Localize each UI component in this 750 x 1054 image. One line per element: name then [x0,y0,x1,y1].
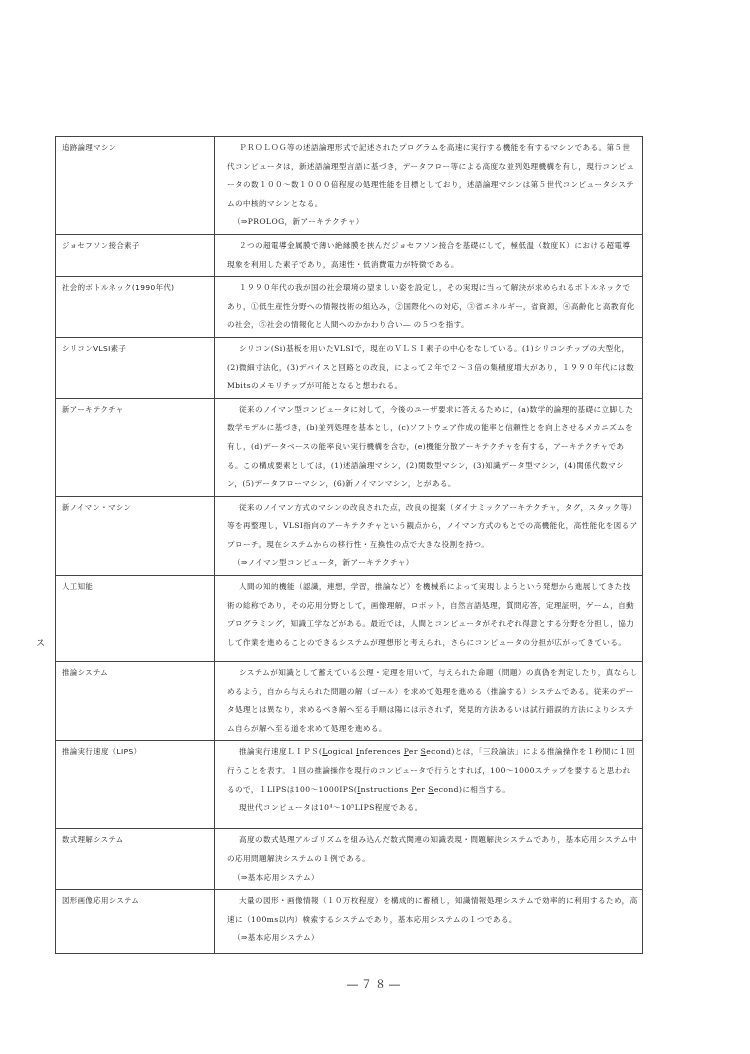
definition-text: 高度の数式処理アルゴリズムを組み込んだ数式関連の知識表現・問題解決システムであり，基本応用システム中の応用問題解決システムの１例である。 [227,835,637,864]
definition-cell [215,741,643,829]
definition-cell [215,496,643,575]
definition-cell [215,576,643,662]
definition-cell [215,137,643,235]
page-number: ―７８― [347,978,403,991]
text-run: )とは，「三段論法」による推論操作を１秒間に１回行うことを表す。１回の推論操作を現行のコンピュータで行うとすれば，100～1000ステップを要すると思われるので，１LIPSは100～1000IPS( [227,747,635,794]
definition-text: 人間の知的機能（認識，連想，学習，推論など）を機械系によって実現しようという発想から進展してきた技術の総称であり，その応用分野として，画像理解，ロボット，自然言語処理，質問応答，定理証明，ゲーム，自動プログラミング，知識工学などがある。最近では，人間とコンピュータがそれぞれ得意とする分野を分担し，協力して作業を進めることのできるシステムが理想形と考えられ，さらにコンピュータの分担が広がってきている。 [227,582,635,647]
cross-reference: （⇒PROLOG，新アーキテクチャ） [233,217,364,227]
definition-cell [215,890,643,954]
term-cell: ジョセフソン接合素子 [56,234,215,276]
text-run: S [428,784,434,794]
term-cell: 推論システム [56,662,215,741]
table-row [56,277,643,338]
term-cell: 推論実行速度（LIPS） [56,741,215,829]
definition-cell [215,662,643,741]
supplementary-note: 現世代コンピュータは10⁴～10⁵LIPS程度である。 [239,803,423,813]
text-run: 推論実行速度ＬＩＰＳ( [239,747,323,757]
table-row [56,496,643,575]
table-row [56,576,643,662]
text-run: L [322,747,328,757]
text-run: er [408,747,421,757]
cross-reference: （⇒基本応用システム） [233,872,319,882]
definition-cell [215,234,643,276]
definition-text: 大量の図形・画像情報（１０万枚程度）を構成的に蓄積し，知識情報処理システムで効率的に利用するため，高速に（100ms以内）検索するシステムであり，基本応用システムの１つである。 [227,896,638,924]
definition-text: システムが知識として蓄えている公理・定理を用いて，与えられた命題（問題）の真偽を判定したり，真ならしめるよう，自から与えられた問題の解（ゴール）を求めて処理を進める（推論する）システムである。従来のデータ処理とは異なり，求めるべき解へ至る手順は陽には示されず，発見的方法あるいは試行錯誤的方法によりシステム自らが解へ至る道を求めて処理を進める。 [227,668,638,733]
definition-cell [215,337,643,398]
definition-text: 従来のノイマン方式のマシンの改良された点，改良の提案（ダイナミックアーキテクチャ，タグ，スタック等）等を再整理し，VLSI指向のアーキテクチャという観点から，ノイマン方式のもとでの高機能化，高性能化を図るアプローチ。現在システムからの移行性・互換性の点で大きな役割を持つ。 [227,502,638,549]
definition-text [227,743,638,799]
definition-text: シリコン(Si)基板を用いたVLSIで，現在のＶＬＳＩ素子の中心をなしている。(1)シリコンチップの大型化，(2)微細寸法化，(3)デバイスと回路との改良，によって２年で２～３倍の集積度増大があり，１９９０年代には数Mbitsのメモリチップが可能となると想われる。 [227,343,635,391]
table-row [56,337,643,398]
cross-reference: （⇒基本応用システム） [233,933,319,943]
margin-mark: ス [36,639,46,649]
text-run: I [356,747,360,757]
term-cell: 数式理解システム [56,829,215,890]
text-run: econd [426,747,452,757]
text-run: S [420,747,427,757]
table-row [56,662,643,741]
definition-cell [215,277,643,338]
term-cell: 追跡論理マシン [56,137,215,235]
definition-text: ＰＲＯＬＯＧ等の述語論理形式で記述されたプログラムを高速に実行する機能を有するマシンである。第５世代コンピュータは，新述語論理型言語に基づき，データフロー等による高度な並列処理機構を有し，現行コンピュータの数１００～数１０００倍程度の処理性能を目標としており，述語論理マシンは第５世代コンピュータシステムの中核的マシンとなる。 [227,143,635,208]
text-run: I [357,784,361,794]
definition-text: 従来のノイマン型コンピュータに対して，今後のユーザ要求に答えるために，(a)数学的論理的基礎に立脚した数学モデルに基づき，(b)並列処理を基本とし，(c)ソフトウェア作成の能率と信頼性とを向上させるメカニズムを有し，(d)データベースの能率良い実行機構を含む，(e)機能分散アーキテクチャを有する，アーキテクチャである。この構成要素としては，(1)述語論理マシン，(2)関数型マシン，(3)知識データ型マシン，(4)関係代数マシン，(5)データフローマシン，(6)新ノイマンマシン，とがある。 [227,404,634,489]
glossary-table [55,136,643,954]
table-row [56,741,643,829]
term-cell: 社会的ボトルネック(1990年代) [56,277,215,338]
text-run: nferences [359,747,404,757]
table-row [56,398,643,496]
text-run: )に相当する。 [458,784,511,794]
term-cell: 人工知能 [56,576,215,662]
definition-text: １９９０年代の我が国の社会環境の望ましい姿を設定し，その実現に当って解決が求められるボトルネックであり，①低生産性分野への情報技術の組込み，②国際化への対応，③省エネルギー，省資源，④高齢化と高教育化の社会，⑤社会の情報化と人間へのかかわり合い― の５つを指す。 [227,283,635,330]
definition-cell [215,829,643,890]
text-run: P [403,747,409,757]
term-cell: シリコンVLSI素子 [56,337,215,398]
definition-text: ２つの超電導金属膜で薄い絶縁膜を挟んだジョセフソン接合を基礎にして，極低温（数度Ｋ）における超電導現象を利用した素子であり，高速性・低消費電力が特徴である。 [227,240,631,269]
text-run: nstructions [360,784,412,794]
table-row [56,890,643,954]
text-run: P [411,784,417,794]
term-cell: 図形画像応用システム [56,890,215,954]
table-row [56,137,643,235]
cross-reference: （⇒ノイマン型コンピュータ，新アーキテクチャ） [233,558,414,568]
definition-cell [215,398,643,496]
table-row [56,829,643,890]
term-cell: 新ノイマン・マシン [56,496,215,575]
text-run: ogical [327,747,357,757]
term-cell: 新アーキテクチャ [56,398,215,496]
text-run: econd [433,784,459,794]
table-row [56,234,643,276]
text-run: er [416,784,429,794]
